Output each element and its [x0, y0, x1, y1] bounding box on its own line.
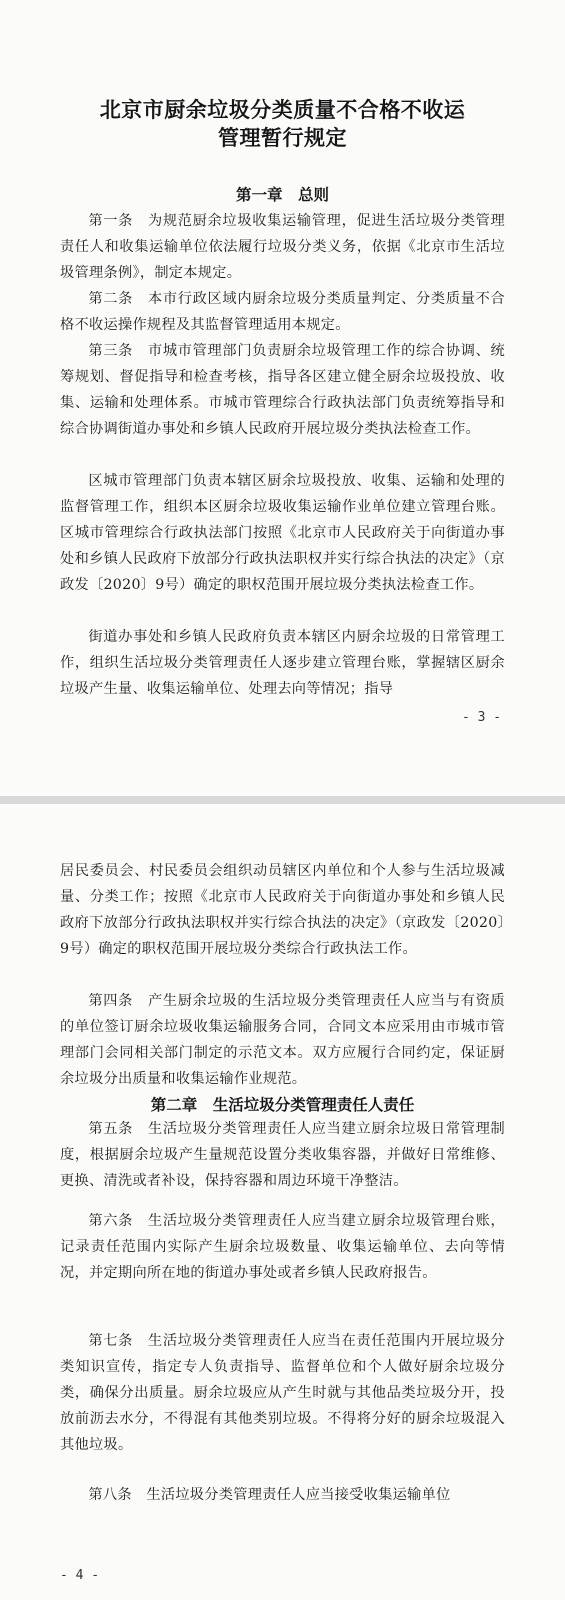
page-number: - 3 -	[462, 710, 502, 725]
article-3: 第三条 市城市管理部门负责厨余垃圾管理工作的综合协调、统筹规划、督促指导和检查考核，指导各区建立健全厨余垃圾投放、收集、运输和处理体系。市城市管理综合行政执法部门负责统筹指导和综合协调街道办事处和乡镇人民政府开展垃圾分类执法检查工作。	[60, 343, 505, 437]
article-1: 第一条 为规范厨余垃圾收集运输管理，促进生活垃圾分类管理责任人和收集运输单位依法履行垃圾分类义务，依据《北京市生活垃圾管理条例》，制定本规定。	[60, 213, 505, 281]
article-6: 第六条 生活垃圾分类管理责任人应当建立厨余垃圾管理台账，记录责任范围内实际产生厨余垃圾数量、收集运输单位、去向等情况，并定期向所在地的街道办事处或者乡镇人民政府报告。	[60, 1213, 505, 1281]
page-number: - 4 -	[60, 1568, 100, 1583]
document-page-3	[0, 0, 565, 796]
chapter-heading-2: 第二章 生活垃圾分类管理责任人责任	[150, 1096, 415, 1114]
article-5: 第五条 生活垃圾分类管理责任人应当建立厨余垃圾日常管理制度，根据厨余垃圾产生量规范设置分类收集容器，并做好日常维修、更换、清洗或者补设，保持容器和周边环境干净整洁。	[60, 1121, 505, 1189]
document-title	[60, 96, 505, 152]
article-3-continuation: 居民委员会、村民委员会组织动员辖区内单位和个人参与生活垃圾减量、分类工作；按照《北京市人民政府关于向街道办事处和乡镇人民政府下放部分行政执法职权并实行综合执法的决定》（京政发〔2020〕9号）确定的职权范围开展垃圾分类综合行政执法工作。	[60, 863, 505, 957]
article-4: 第四条 产生厨余垃圾的生活垃圾分类管理责任人应当与有资质的单位签订厨余垃圾收集运输服务合同，合同文本应采用由市城市管理部门会同相关部门制定的示范文本。双方应履行合同约定，保证厨余垃圾分出质量和收集运输作业规范。	[60, 993, 505, 1087]
article-8: 第八条 生活垃圾分类管理责任人应当接受收集运输单位	[88, 1487, 451, 1503]
article-2: 第二条 本市行政区域内厨余垃圾分类质量判定、分类质量不合格不收运操作规程及其监督管理适用本规定。	[60, 291, 505, 333]
document-title-line-2: 管理暂行规定	[218, 126, 347, 150]
document-title-line-1: 北京市厨余垃圾分类质量不合格不收运	[99, 98, 466, 122]
document-page-4	[0, 804, 565, 1600]
article-3-paragraph-2: 区城市管理部门负责本辖区厨余垃圾投放、收集、运输和处理的监督管理工作，组织本区厨余垃圾收集运输作业单位建立管理台账。区城市管理综合行政执法部门按照《北京市人民政府关于向街道办事处和乡镇人民政府下放部分行政执法职权并实行综合执法的决定》（京政发〔2020〕9号）确定的职权范围开展垃圾分类执法检查工作。	[60, 473, 505, 593]
article-7: 第七条 生活垃圾分类管理责任人应当在责任范围内开展垃圾分类知识宣传，指定专人负责指导、监督单位和个人做好厨余垃圾分类，确保分出质量。厨余垃圾应从产生时就与其他品类垃圾分开，投放前沥去水分，不得混有其他类别垃圾。不得将分好的厨余垃圾混入其他垃圾。	[60, 1333, 505, 1453]
article-3-paragraph-3: 街道办事处和乡镇人民政府负责本辖区内厨余垃圾的日常管理工作，组织生活垃圾分类管理责任人逐步建立管理台账，掌握辖区厨余垃圾产生量、收集运输单位、处理去向等情况；指导	[60, 629, 505, 697]
chapter-heading-1: 第一章 总则	[235, 186, 329, 204]
